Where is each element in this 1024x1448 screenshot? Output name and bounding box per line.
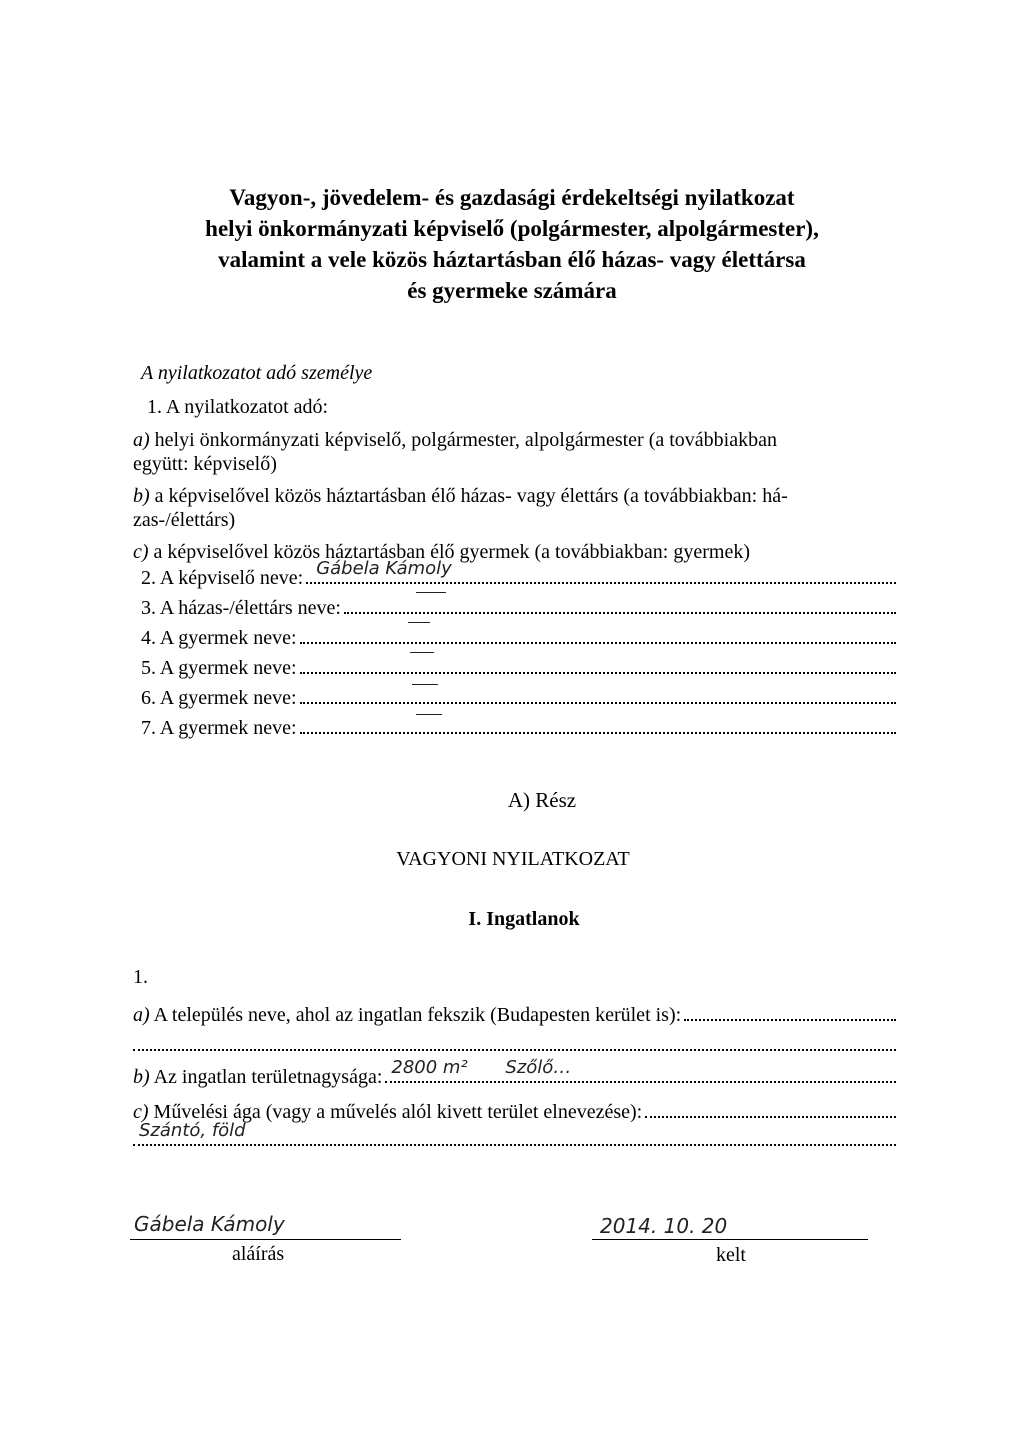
field-dots (300, 686, 896, 704)
field-dots (645, 1100, 896, 1118)
field-letter: a) (133, 1004, 150, 1026)
date-handwritten: 2014. 10. 20 (600, 1214, 728, 1238)
option-b-line2: zas-/élettárs) (133, 509, 236, 531)
empty-dash (410, 652, 434, 653)
signature-line (130, 1239, 401, 1240)
title-line-2: helyi önkormányzati képviselő (polgármester, alpolgármester), (205, 216, 819, 241)
field-dots (300, 656, 896, 674)
field-label: 3. A házas-/élettárs neve: (141, 597, 341, 619)
field-dots (306, 558, 896, 584)
handwritten-area: 2800 m² (391, 1057, 468, 1078)
field-label (133, 1066, 382, 1089)
option-c-letter: c) (133, 541, 149, 563)
part-a-heading: A) Rész (507, 788, 577, 812)
option-a-letter: a) (133, 429, 150, 451)
handwritten-area-note: Szőlő… (505, 1057, 572, 1078)
field-label: 2. A képviselő neve: (141, 567, 304, 589)
title-line-4: és gyermeke számára (407, 278, 617, 303)
empty-dash (412, 684, 438, 685)
empty-dash (416, 714, 442, 715)
option-c-line1: a képviselővel közös háztartásban élő gyermek (a továbbiakban: gyermek) (153, 541, 750, 563)
empty-dash (416, 592, 446, 593)
field-child-name-5[interactable] (141, 656, 896, 680)
option-a-line1: helyi önkormányzati képviselő, polgármester, alpolgármester (a továbbiakban (154, 429, 777, 451)
handwritten-cultivation: Szántó, föld (139, 1120, 246, 1141)
field-label (133, 1004, 681, 1027)
option-b-line1: a képviselővel közös háztartásban élő házas- vagy élettárs (a továbbiakban: há- (154, 485, 788, 507)
question-1: 1. A nyilatkozatot adó: (147, 396, 329, 418)
option-a (133, 428, 777, 452)
vagyoni-heading: VAGYONI NYILATKOZAT (396, 848, 630, 870)
field-dots (300, 716, 896, 734)
field-text: A település neve, ahol az ingatlan fekszik (Budapesten kerület is): (153, 1004, 682, 1026)
field-label: 5. A gyermek neve: (141, 657, 297, 679)
title-line-1: Vagyon-, jövedelem- és gazdasági érdekeltségi nyilatkozat (229, 185, 795, 210)
field-text: Művelési ága (vagy a művelés alól kivett terület elnevezése): (153, 1101, 643, 1123)
field-dots (385, 1057, 896, 1083)
field-area-size[interactable] (133, 1057, 896, 1089)
option-b-letter: b) (133, 485, 150, 507)
field-label: 6. A gyermek neve: (141, 687, 297, 709)
field-settlement-continuation[interactable] (133, 1033, 896, 1051)
ingatlanok-heading: I. Ingatlanok (468, 908, 580, 930)
section-heading: A nyilatkozatot adó személye (141, 362, 373, 384)
field-settlement-name[interactable] (133, 1003, 896, 1027)
field-dots (684, 1003, 896, 1021)
field-text: Az ingatlan területnagysága: (153, 1066, 383, 1088)
field-spouse-name[interactable] (141, 596, 896, 620)
signature-label: aláírás (232, 1243, 285, 1265)
option-a-line2: együtt: képviselő) (133, 453, 277, 475)
field-cultivation-continuation[interactable] (133, 1120, 896, 1146)
field-label: 7. A gyermek neve: (141, 717, 297, 739)
date-label: kelt (716, 1244, 746, 1266)
signature-handwritten: Gábela Kámoly (134, 1212, 285, 1236)
document-title (0, 182, 1024, 306)
empty-dash (408, 622, 430, 623)
field-representative-name[interactable] (141, 558, 896, 590)
field-dots (133, 1120, 896, 1146)
date-line (592, 1239, 868, 1240)
field-cultivation[interactable] (133, 1100, 896, 1124)
field-label: 4. A gyermek neve: (141, 627, 297, 649)
item-number: 1. (133, 966, 148, 988)
field-letter: c) (133, 1101, 149, 1123)
option-b (133, 484, 788, 508)
title-line-3: valamint a vele közös háztartásban élő házas- vagy élettársa (218, 247, 806, 272)
field-child-name-4[interactable] (141, 626, 896, 650)
field-dots (133, 1033, 896, 1051)
field-letter: b) (133, 1066, 150, 1088)
handwritten-name: Gábela Kámoly (316, 558, 452, 579)
field-child-name-7[interactable] (141, 716, 896, 740)
field-dots (300, 626, 896, 644)
field-child-name-6[interactable] (141, 686, 896, 710)
field-dots (344, 596, 896, 614)
